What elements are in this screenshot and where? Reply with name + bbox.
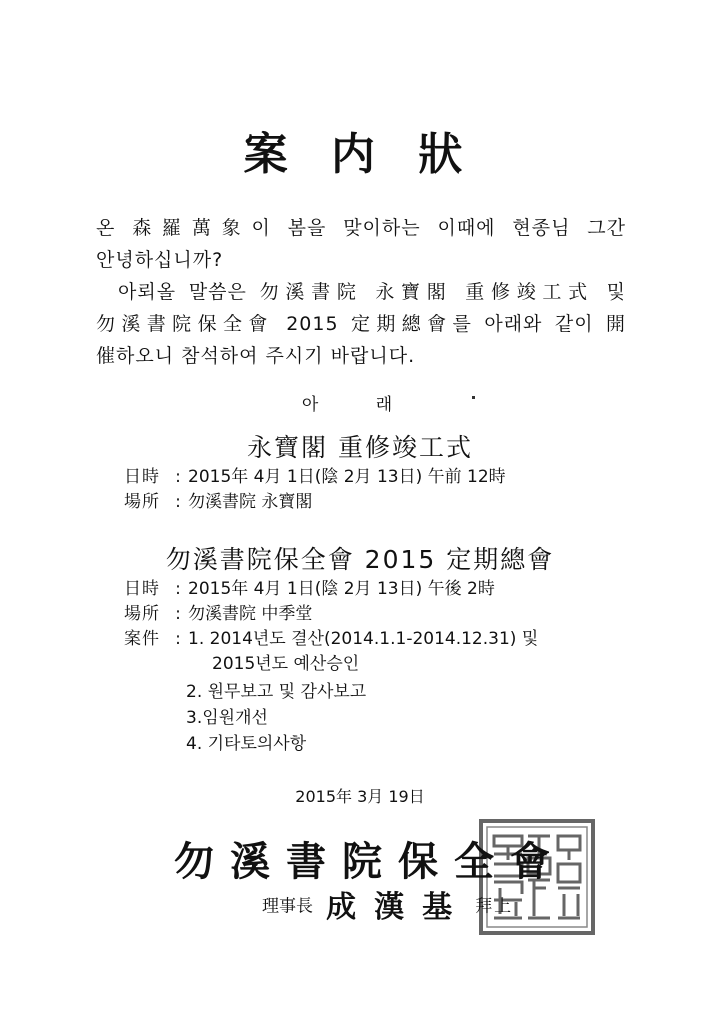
colon: : — [175, 467, 181, 487]
stray-mark — [472, 396, 475, 399]
greeting-line: 催하오니 참석하여 주시기 바랍니다. — [96, 345, 416, 367]
issue-date: 2015年 3月 19日 — [295, 787, 425, 806]
section1-datetime — [124, 465, 506, 490]
greeting-line: 온 森羅萬象이 봄을 맞이하는 이때에 현종님 그간 — [96, 217, 626, 239]
datetime-value: 2015年 4月 1日(陰 2月 13日) 午前 12時 — [188, 467, 506, 487]
place-value: 勿溪書院 永寶閣 — [188, 492, 313, 512]
section2-title: 勿溪書院保全會 2015 定期總會 — [165, 545, 555, 574]
signature-row — [262, 882, 513, 926]
colon: : — [175, 492, 181, 512]
section2-agenda-row — [124, 627, 538, 652]
document-title: 案 内 狀 — [243, 129, 477, 180]
greeting-line: 안녕하십니까? — [96, 249, 224, 271]
chairman-name: 成漢基 — [326, 890, 471, 925]
greeting-line: 勿溪書院保全會 2015 定期總會를 아래와 같이 開 — [96, 313, 626, 335]
section2-place — [124, 602, 312, 627]
place-value: 勿溪書院 中季堂 — [188, 604, 313, 624]
colon: : — [175, 629, 181, 649]
greeting-line: 아뢰올 말씀은 勿溪書院 永寶閣 重修竣工式 및 — [118, 281, 626, 303]
chairman-title: 理事長 — [262, 896, 313, 917]
agenda-item: 3.임원개선 — [186, 708, 268, 728]
colon: : — [175, 579, 181, 599]
section1-place — [124, 490, 312, 515]
place-label: 場所 — [124, 492, 160, 512]
greeting-paragraph — [96, 212, 626, 372]
section2-datetime — [124, 577, 495, 602]
datetime-value: 2015年 4月 1日(陰 2月 13日) 午後 2時 — [188, 579, 495, 599]
colon: : — [175, 604, 181, 624]
below-heading: 아 래 — [301, 395, 419, 415]
agenda-item: 4. 기타토의사항 — [186, 734, 307, 754]
datetime-label: 日時 — [124, 467, 160, 487]
agenda-label: 案件 — [124, 629, 160, 649]
section1-title: 永寶閣 重修竣工式 — [247, 433, 473, 462]
organization-name: 勿溪書院保全會 — [174, 838, 566, 885]
agenda-item: 1. 2014년도 결산(2014.1.1-2014.12.31) 및 — [188, 629, 539, 649]
place-label: 場所 — [124, 604, 160, 624]
datetime-label: 日時 — [124, 579, 160, 599]
agenda-item: 2015년도 예산승인 — [212, 654, 360, 674]
closing-word: 拜上 — [475, 896, 514, 917]
agenda-item: 2. 원무보고 및 감사보고 — [186, 682, 367, 702]
